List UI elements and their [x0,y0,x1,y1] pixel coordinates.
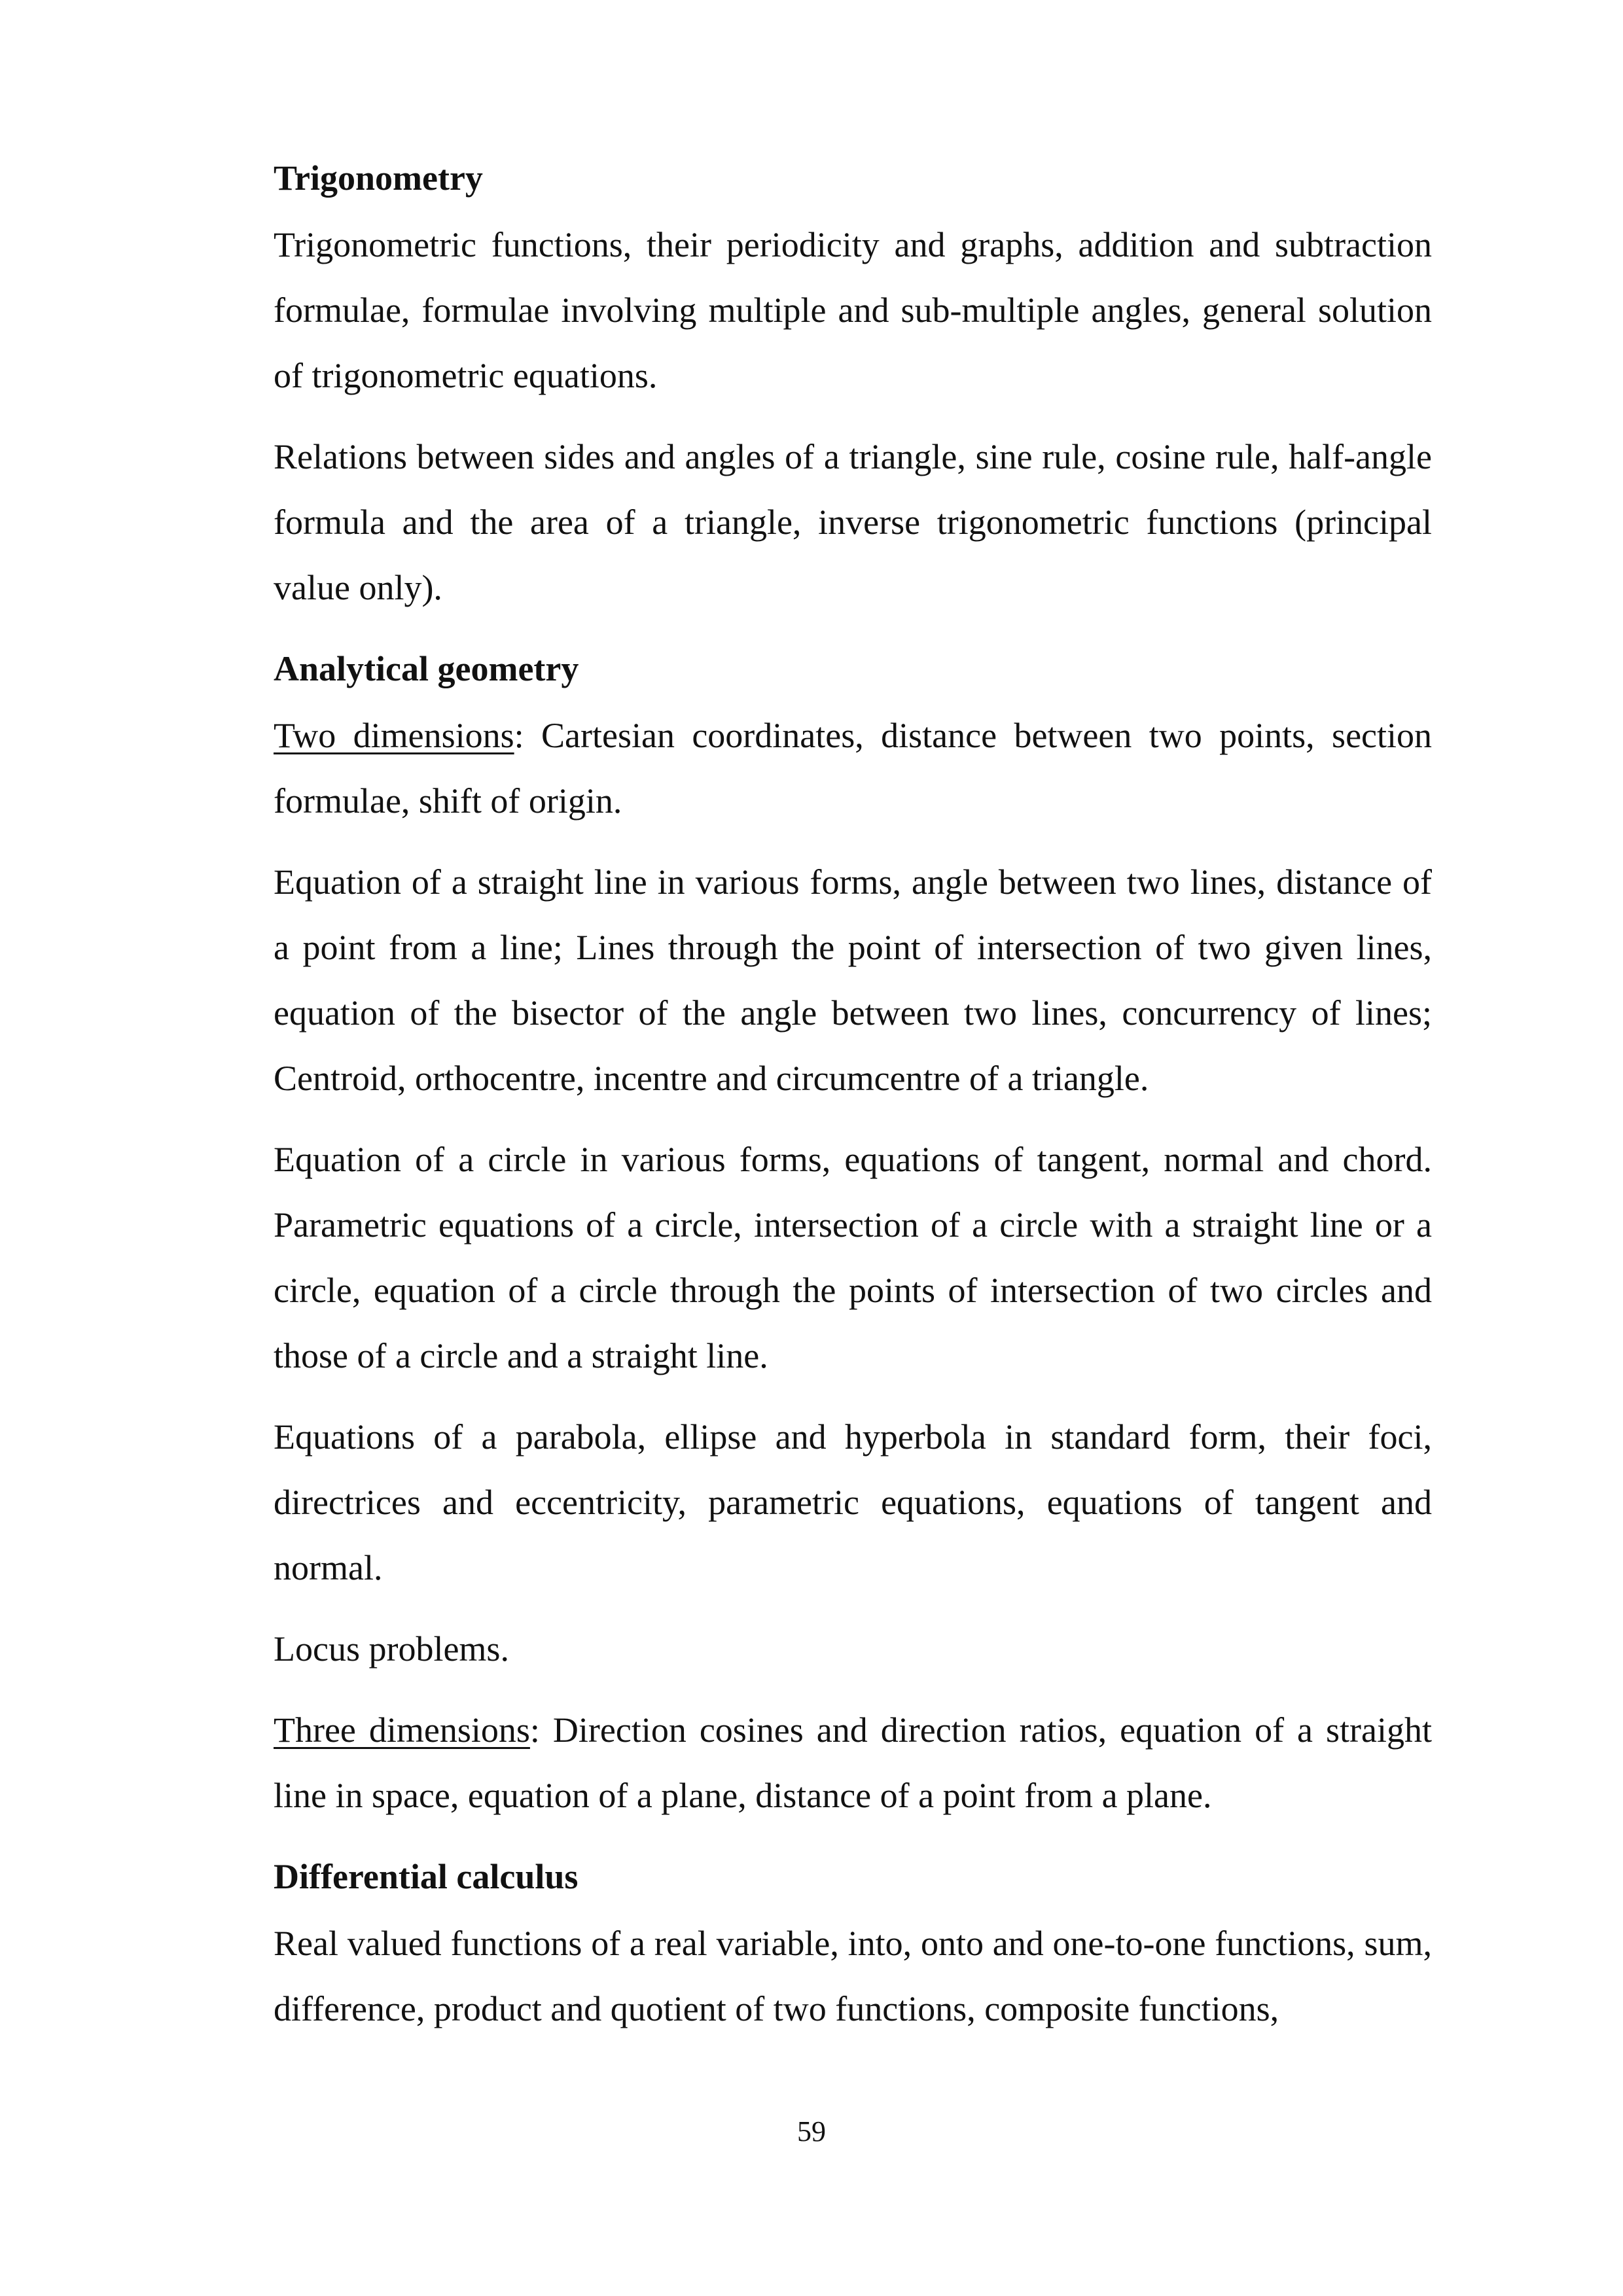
page-number: 59 [797,2115,826,2147]
paragraph-trig-functions: Trigonometric functions, their periodicity and graphs, addition and subtraction formulae, formulae involving multiple and sub-multiple angles, general solution of trigonometric equations. [274,225,1432,395]
paragraph-triangle-relations: Relations between sides and angles of a triangle, sine rule, cosine rule, half-angle formula and the area of a triangle, inverse trigonometric functions (principal value only). [274,437,1432,607]
two-dimensions-text: : Cartesian coordinates, distance between two points, section formulae, shift of origin. [274,716,1433,821]
section-heading-differential-calculus: Differential calculus [274,1857,579,1896]
paragraph-straight-line: Equation of a straight line in various forms, angle between two lines, distance of a point from a line; Lines through the point of intersection of two given lines, equation of the bisector of the angle between two lines, concurrency of lines; Centroid, orthocentre, incentre and circumcentre of a triangle. [274,862,1432,1098]
page-content [274,145,1432,2041]
three-dimensions-text: : Direction cosines and direction ratios, equation of a straight line in space, equation of a plane, distance of a point from a plane. [274,1710,1432,1815]
paragraph-two-dimensions [274,703,1432,834]
section-heading-trigonometry: Trigonometry [274,158,483,198]
three-dimensions-label: Three dimensions [274,1710,530,1750]
paragraph-three-dimensions [274,1697,1432,1828]
paragraph-locus: Locus problems. [274,1629,509,1669]
two-dimensions-label: Two dimensions [274,716,514,755]
paragraph-conics: Equations of a parabola, ellipse and hyperbola in standard form, their foci, directrices and eccentricity, parametric equations, equations of tangent and normal. [274,1417,1432,1587]
paragraph-circle: Equation of a circle in various forms, equations of tangent, normal and chord. Parametric equations of a circle, intersection of a circle with a straight line or a circle, equation of a circle through the points of intersection of two circles and those of a circle and a straight line. [274,1140,1432,1375]
paragraph-real-valued-functions: Real valued functions of a real variable, into, onto and one-to-one functions, sum, difference, product and quotient of two functions, composite functions, [274,1924,1432,2028]
section-heading-analytical-geometry: Analytical geometry [274,649,579,688]
